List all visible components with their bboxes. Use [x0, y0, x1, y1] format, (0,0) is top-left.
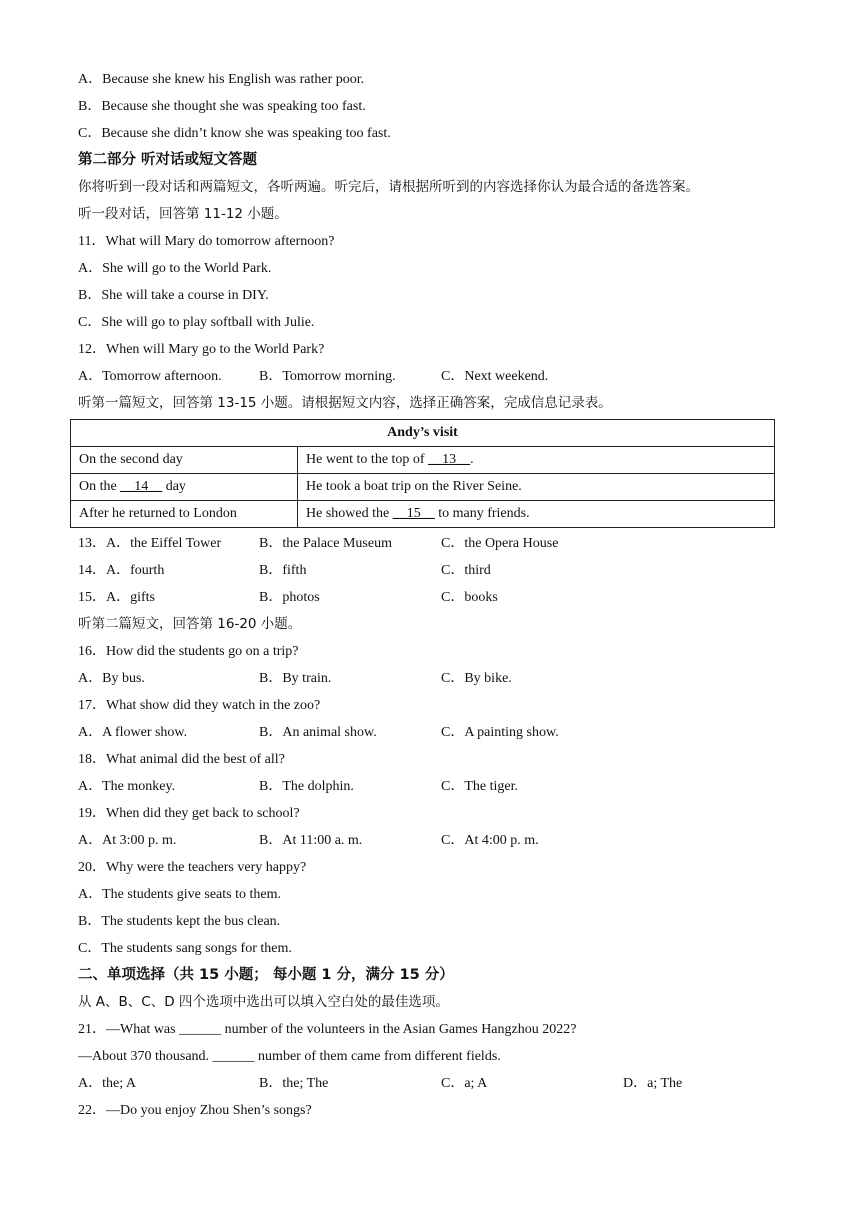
q21-options [78, 1070, 783, 1097]
cell-text: He took a boat trip on the River Seine. [306, 479, 522, 494]
q12-options [78, 363, 783, 390]
q21-option-a: A．the; A [78, 1076, 136, 1091]
q19-option-a: A．At 3:00 p. m. [78, 833, 177, 848]
exam-page [78, 66, 783, 1124]
part2-instruction: 你将听到一段对话和两篇短文，各听两遍。听完后，请根据所听到的内容选择你认为最合适的备选答案。 [78, 179, 699, 195]
q18-options [78, 773, 783, 800]
cell-text: to many friends. [434, 506, 530, 521]
q22-line1: 22．—Do you enjoy Zhou Shen’s songs? [78, 1103, 312, 1118]
q21-line1: 21．—What was ______ number of the volunteers in the Asian Games Hangzhou 2022? [78, 1022, 577, 1037]
q17-option-c: C．A painting show. [441, 725, 559, 740]
q16-option-b: B．By train. [259, 671, 332, 686]
q11-option-a: A．She will go to the World Park. [78, 261, 272, 276]
q16-option-c: C．By bike. [441, 671, 512, 686]
passage2-intro: 听第二篇短文，回答第 16-20 小题。 [78, 616, 302, 632]
visit-table-title: Andy’s visit [71, 420, 775, 447]
q13-number: 13． [78, 536, 106, 551]
blank-15: __15__ [392, 506, 435, 521]
q20-question: 20．Why were the teachers very happy? [78, 860, 307, 875]
q12-question: 12．When will Mary go to the World Park? [78, 342, 325, 357]
q19-option-b: B．At 11:00 a. m. [259, 833, 363, 848]
cell-text: He showed the [306, 506, 393, 521]
q13-number-option-a [78, 530, 221, 557]
table-row [71, 474, 775, 501]
q21-option-d: D．a; The [623, 1076, 683, 1091]
q13-option-b: B．the Palace Museum [259, 536, 392, 551]
q17-question: 17．What show did they watch in the zoo? [78, 698, 321, 713]
q11-option-b: B．She will take a course in DIY. [78, 288, 269, 303]
cell-text: On the second day [79, 452, 183, 467]
q15-number: 15． [78, 590, 106, 605]
q15-option-b: B．photos [259, 590, 320, 605]
q21-option-b: B．the; The [259, 1076, 329, 1091]
q17-option-a: A．A flower show. [78, 725, 188, 740]
part2-heading: 第二部分 听对话或短文答题 [78, 152, 258, 168]
q13-option-a: A．the Eiffel Tower [106, 536, 222, 551]
section2-heading: 二、单项选择（共 15 小题； 每小题 1 分，满分 15 分） [78, 967, 454, 983]
q18-question: 18．What animal did the best of all? [78, 752, 285, 767]
q15-number-option-a [78, 584, 155, 611]
q15-option-a: A．gifts [106, 590, 155, 605]
q20-option-c: C．The students sang songs for them. [78, 941, 292, 956]
q10-option-c: C．Because she didn’t know she was speaking too fast. [78, 126, 391, 141]
q18-option-c: C．The tiger. [441, 779, 518, 794]
visit-table-wrap [78, 419, 783, 528]
q19-option-c: C．At 4:00 p. m. [441, 833, 539, 848]
q10-option-a: A．Because she knew his English was rather poor. [78, 72, 365, 87]
q14-number: 14． [78, 563, 106, 578]
q14-option-c: C．third [441, 563, 491, 578]
table-row [71, 501, 775, 528]
q16-options [78, 665, 783, 692]
q19-question: 19．When did they get back to school? [78, 806, 300, 821]
q21-line2: —About 370 thousand. ______ number of them came from different fields. [78, 1049, 501, 1064]
table-row [71, 447, 775, 474]
section2-instruction: 从 A、B、C、D 四个选项中选出可以填入空白处的最佳选项。 [78, 994, 449, 1010]
q16-option-a: A．By bus. [78, 671, 145, 686]
q13-options [78, 530, 783, 557]
q14-option-a: A．fourth [106, 563, 165, 578]
q17-options [78, 719, 783, 746]
q20-option-a: A．The students give seats to them. [78, 887, 281, 902]
q19-options [78, 827, 783, 854]
table-cell [298, 501, 775, 528]
dialog-intro: 听一段对话，回答第 11-12 小题。 [78, 206, 288, 222]
cell-text: . [470, 452, 474, 467]
q17-option-b: B．An animal show. [259, 725, 377, 740]
blank-14: __14__ [120, 479, 163, 494]
q13-option-c: C．the Opera House [441, 536, 559, 551]
table-cell [71, 501, 298, 528]
q12-option-c: C．Next weekend. [441, 369, 549, 384]
cell-text: day [162, 479, 186, 494]
table-cell [298, 447, 775, 474]
q14-option-b: B．fifth [259, 563, 307, 578]
q18-option-b: B．The dolphin. [259, 779, 354, 794]
table-cell [298, 474, 775, 501]
q15-option-c: C．books [441, 590, 498, 605]
cell-text: After he returned to London [79, 506, 237, 521]
q11-question: 11．What will Mary do tomorrow afternoon? [78, 234, 335, 249]
q21-option-c: C．a; A [441, 1076, 488, 1091]
q14-number-option-a [78, 557, 164, 584]
q14-options [78, 557, 783, 584]
q16-question: 16．How did the students go on a trip? [78, 644, 299, 659]
cell-text: He went to the top of [306, 452, 429, 467]
q12-option-a: A．Tomorrow afternoon. [78, 369, 222, 384]
q12-option-b: B．Tomorrow morning. [259, 369, 396, 384]
cell-text: On the [79, 479, 121, 494]
q15-options [78, 584, 783, 611]
passage1-intro: 听第一篇短文，回答第 13-15 小题。请根据短文内容，选择正确答案，完成信息记录表。 [78, 395, 612, 411]
q20-option-b: B．The students kept the bus clean. [78, 914, 281, 929]
q18-option-a: A．The monkey. [78, 779, 176, 794]
blank-13: __13__ [428, 452, 471, 467]
table-cell [71, 447, 298, 474]
visit-table [70, 419, 775, 528]
q11-option-c: C．She will go to play softball with Julie. [78, 315, 315, 330]
table-cell [71, 474, 298, 501]
q10-option-b: B．Because she thought she was speaking too fast. [78, 99, 366, 114]
